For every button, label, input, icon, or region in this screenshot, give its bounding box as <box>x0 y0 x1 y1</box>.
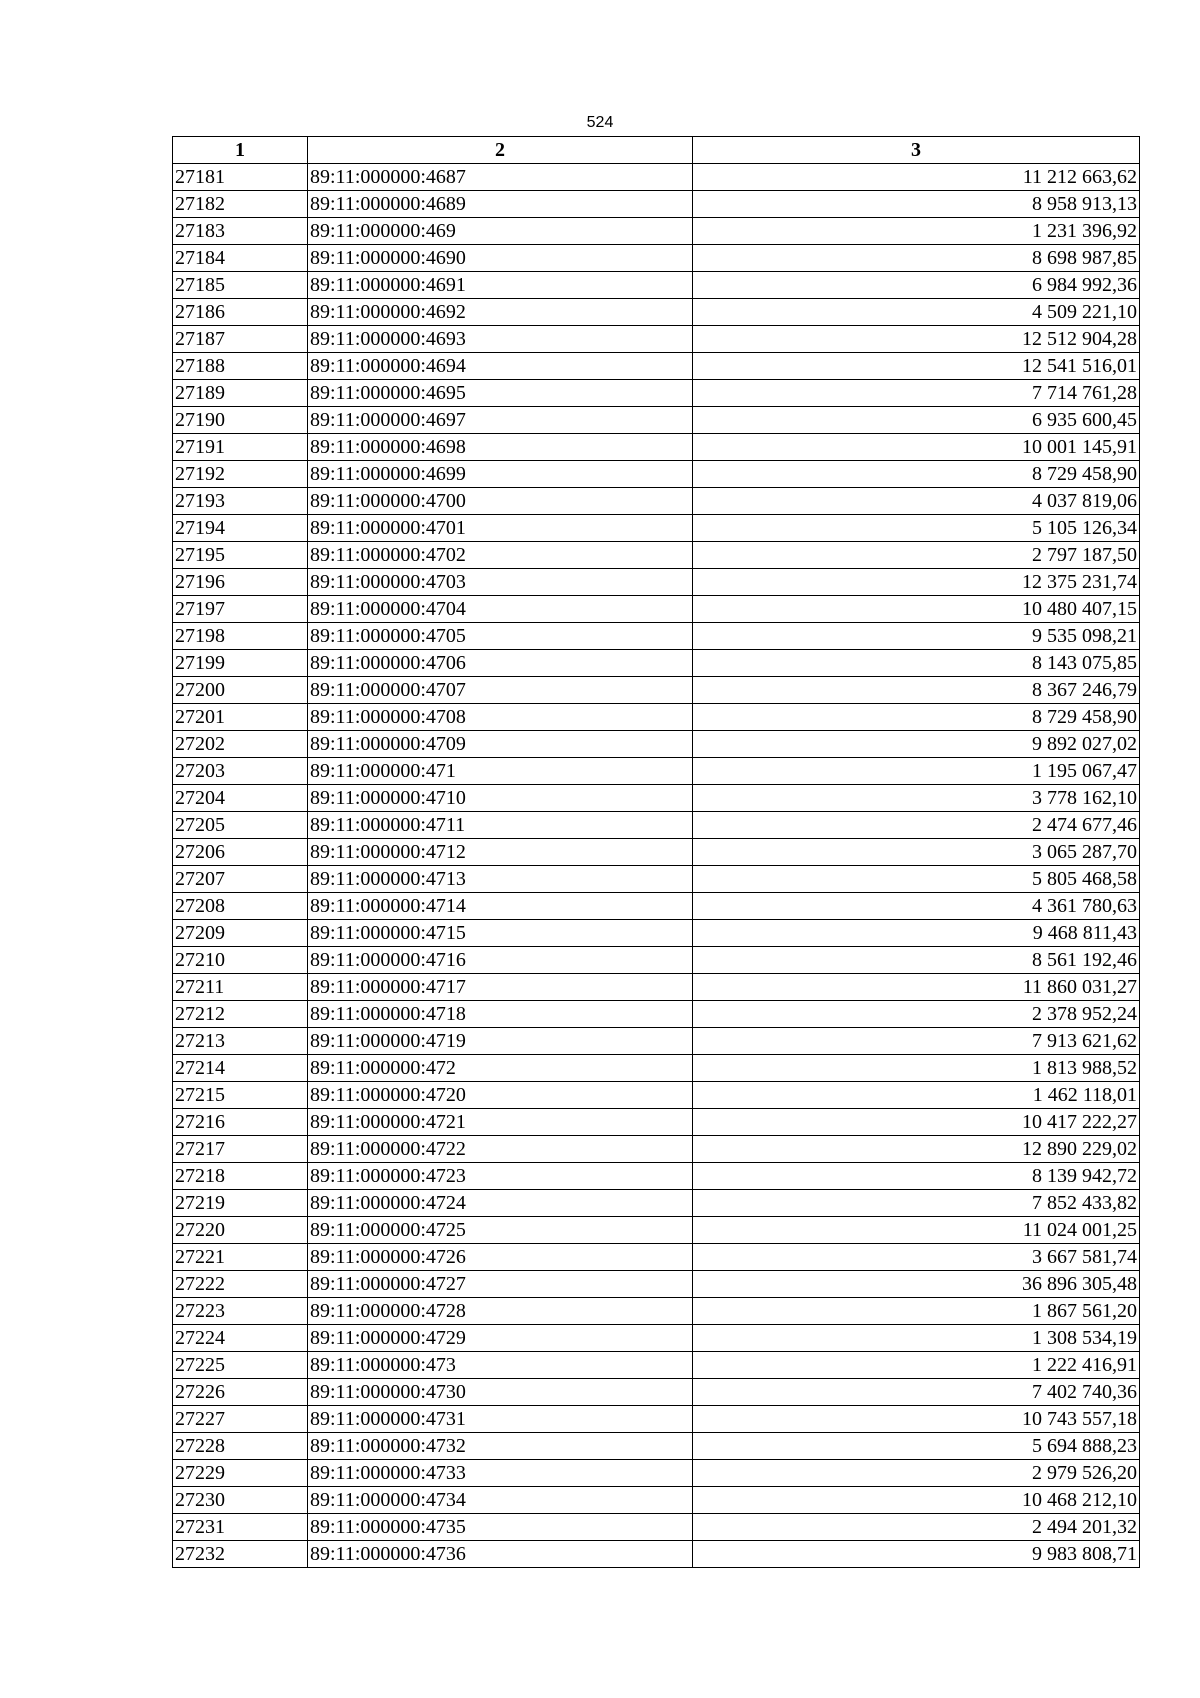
row-number-cell: 27197 <box>173 596 308 623</box>
row-number-cell: 27191 <box>173 434 308 461</box>
value-cell: 1 222 416,91 <box>693 1352 1140 1379</box>
row-number-cell: 27224 <box>173 1325 308 1352</box>
value-cell: 9 468 811,43 <box>693 920 1140 947</box>
cadastral-number-cell: 89:11:000000:4706 <box>308 650 693 677</box>
table-row <box>173 677 1140 704</box>
registry-table <box>172 136 1140 1568</box>
value-cell: 12 890 229,02 <box>693 1136 1140 1163</box>
cadastral-number-cell: 89:11:000000:4703 <box>308 569 693 596</box>
row-number-cell: 27210 <box>173 947 308 974</box>
table-row <box>173 893 1140 920</box>
value-cell: 2 474 677,46 <box>693 812 1140 839</box>
table-row <box>173 1541 1140 1568</box>
cadastral-number-cell: 89:11:000000:4711 <box>308 812 693 839</box>
value-cell: 10 001 145,91 <box>693 434 1140 461</box>
table-row <box>173 704 1140 731</box>
row-number-cell: 27187 <box>173 326 308 353</box>
table-row <box>173 947 1140 974</box>
cadastral-number-cell: 89:11:000000:4715 <box>308 920 693 947</box>
value-cell: 8 958 913,13 <box>693 191 1140 218</box>
page-number: 524 <box>586 114 614 131</box>
value-cell: 3 065 287,70 <box>693 839 1140 866</box>
table-body <box>173 164 1140 1568</box>
row-number-cell: 27201 <box>173 704 308 731</box>
value-cell: 7 714 761,28 <box>693 380 1140 407</box>
table-row <box>173 245 1140 272</box>
value-cell: 4 509 221,10 <box>693 299 1140 326</box>
cadastral-number-cell: 89:11:000000:473 <box>308 1352 693 1379</box>
table-row <box>173 407 1140 434</box>
value-cell: 2 979 526,20 <box>693 1460 1140 1487</box>
row-number-cell: 27192 <box>173 461 308 488</box>
value-cell: 5 694 888,23 <box>693 1433 1140 1460</box>
cadastral-number-cell: 89:11:000000:4692 <box>308 299 693 326</box>
row-number-cell: 27193 <box>173 488 308 515</box>
table-row <box>173 974 1140 1001</box>
row-number-cell: 27232 <box>173 1541 308 1568</box>
cadastral-number-cell: 89:11:000000:4732 <box>308 1433 693 1460</box>
row-number-cell: 27194 <box>173 515 308 542</box>
row-number-cell: 27220 <box>173 1217 308 1244</box>
row-number-cell: 27227 <box>173 1406 308 1433</box>
row-number-cell: 27214 <box>173 1055 308 1082</box>
cadastral-number-cell: 89:11:000000:4707 <box>308 677 693 704</box>
value-cell: 9 535 098,21 <box>693 623 1140 650</box>
cadastral-number-cell: 89:11:000000:4727 <box>308 1271 693 1298</box>
table-row <box>173 191 1140 218</box>
value-cell: 10 743 557,18 <box>693 1406 1140 1433</box>
table-row <box>173 1487 1140 1514</box>
cadastral-number-cell: 89:11:000000:4691 <box>308 272 693 299</box>
value-cell: 36 896 305,48 <box>693 1271 1140 1298</box>
cadastral-number-cell: 89:11:000000:4719 <box>308 1028 693 1055</box>
row-number-cell: 27213 <box>173 1028 308 1055</box>
table-row <box>173 1298 1140 1325</box>
table-row <box>173 1460 1140 1487</box>
value-cell: 1 308 534,19 <box>693 1325 1140 1352</box>
row-number-cell: 27204 <box>173 785 308 812</box>
table-row <box>173 731 1140 758</box>
value-cell: 8 367 246,79 <box>693 677 1140 704</box>
value-cell: 10 417 222,27 <box>693 1109 1140 1136</box>
value-cell: 1 231 396,92 <box>693 218 1140 245</box>
cadastral-number-cell: 89:11:000000:469 <box>308 218 693 245</box>
value-cell: 12 375 231,74 <box>693 569 1140 596</box>
row-number-cell: 27209 <box>173 920 308 947</box>
table-row <box>173 920 1140 947</box>
table-row <box>173 542 1140 569</box>
cadastral-number-cell: 89:11:000000:4693 <box>308 326 693 353</box>
value-cell: 1 462 118,01 <box>693 1082 1140 1109</box>
table-header-row <box>173 137 1140 164</box>
table-row <box>173 839 1140 866</box>
table-row <box>173 785 1140 812</box>
row-number-cell: 27212 <box>173 1001 308 1028</box>
value-cell: 2 797 187,50 <box>693 542 1140 569</box>
value-cell: 7 913 621,62 <box>693 1028 1140 1055</box>
cadastral-number-cell: 89:11:000000:4728 <box>308 1298 693 1325</box>
value-cell: 3 778 162,10 <box>693 785 1140 812</box>
table-row <box>173 1406 1140 1433</box>
value-cell: 4 361 780,63 <box>693 893 1140 920</box>
cadastral-number-cell: 89:11:000000:4698 <box>308 434 693 461</box>
table-row <box>173 1325 1140 1352</box>
value-cell: 12 512 904,28 <box>693 326 1140 353</box>
row-number-cell: 27184 <box>173 245 308 272</box>
table-row <box>173 1055 1140 1082</box>
table-row <box>173 1109 1140 1136</box>
table-row <box>173 1271 1140 1298</box>
cadastral-number-cell: 89:11:000000:472 <box>308 1055 693 1082</box>
value-cell: 8 698 987,85 <box>693 245 1140 272</box>
cadastral-number-cell: 89:11:000000:4726 <box>308 1244 693 1271</box>
cadastral-number-cell: 89:11:000000:4712 <box>308 839 693 866</box>
row-number-cell: 27196 <box>173 569 308 596</box>
row-number-cell: 27185 <box>173 272 308 299</box>
cadastral-number-cell: 89:11:000000:4722 <box>308 1136 693 1163</box>
table-row <box>173 434 1140 461</box>
row-number-cell: 27207 <box>173 866 308 893</box>
value-cell: 8 729 458,90 <box>693 461 1140 488</box>
cadastral-number-cell: 89:11:000000:4723 <box>308 1163 693 1190</box>
cadastral-number-cell: 89:11:000000:4720 <box>308 1082 693 1109</box>
cadastral-number-cell: 89:11:000000:4701 <box>308 515 693 542</box>
row-number-cell: 27217 <box>173 1136 308 1163</box>
table-row <box>173 866 1140 893</box>
cadastral-number-cell: 89:11:000000:4709 <box>308 731 693 758</box>
table-row <box>173 1190 1140 1217</box>
cadastral-number-cell: 89:11:000000:4694 <box>308 353 693 380</box>
cadastral-number-cell: 89:11:000000:4687 <box>308 164 693 191</box>
table-row <box>173 299 1140 326</box>
cadastral-number-cell: 89:11:000000:4708 <box>308 704 693 731</box>
row-number-cell: 27189 <box>173 380 308 407</box>
row-number-cell: 27186 <box>173 299 308 326</box>
value-cell: 11 024 001,25 <box>693 1217 1140 1244</box>
table-row <box>173 1082 1140 1109</box>
table-row <box>173 488 1140 515</box>
cadastral-number-cell: 89:11:000000:4713 <box>308 866 693 893</box>
value-cell: 8 561 192,46 <box>693 947 1140 974</box>
row-number-cell: 27223 <box>173 1298 308 1325</box>
table-row <box>173 461 1140 488</box>
value-cell: 5 105 126,34 <box>693 515 1140 542</box>
row-number-cell: 27206 <box>173 839 308 866</box>
cadastral-number-cell: 89:11:000000:4714 <box>308 893 693 920</box>
row-number-cell: 27229 <box>173 1460 308 1487</box>
table-row <box>173 380 1140 407</box>
value-cell: 10 468 212,10 <box>693 1487 1140 1514</box>
table-row <box>173 1379 1140 1406</box>
table-row <box>173 164 1140 191</box>
row-number-cell: 27226 <box>173 1379 308 1406</box>
cadastral-number-cell: 89:11:000000:4730 <box>308 1379 693 1406</box>
row-number-cell: 27181 <box>173 164 308 191</box>
value-cell: 6 935 600,45 <box>693 407 1140 434</box>
table-row <box>173 1244 1140 1271</box>
column-header-1: 1 <box>173 137 308 164</box>
table-row <box>173 569 1140 596</box>
value-cell: 9 892 027,02 <box>693 731 1140 758</box>
cadastral-number-cell: 89:11:000000:4735 <box>308 1514 693 1541</box>
table-row <box>173 1514 1140 1541</box>
row-number-cell: 27225 <box>173 1352 308 1379</box>
value-cell: 11 212 663,62 <box>693 164 1140 191</box>
row-number-cell: 27199 <box>173 650 308 677</box>
table-row <box>173 1352 1140 1379</box>
cadastral-number-cell: 89:11:000000:4689 <box>308 191 693 218</box>
cadastral-number-cell: 89:11:000000:471 <box>308 758 693 785</box>
row-number-cell: 27211 <box>173 974 308 1001</box>
row-number-cell: 27198 <box>173 623 308 650</box>
value-cell: 3 667 581,74 <box>693 1244 1140 1271</box>
cadastral-number-cell: 89:11:000000:4716 <box>308 947 693 974</box>
table-row <box>173 218 1140 245</box>
table-row <box>173 1028 1140 1055</box>
table-row <box>173 515 1140 542</box>
row-number-cell: 27182 <box>173 191 308 218</box>
value-cell: 1 195 067,47 <box>693 758 1140 785</box>
row-number-cell: 27200 <box>173 677 308 704</box>
cadastral-number-cell: 89:11:000000:4690 <box>308 245 693 272</box>
cadastral-number-cell: 89:11:000000:4718 <box>308 1001 693 1028</box>
row-number-cell: 27205 <box>173 812 308 839</box>
value-cell: 8 139 942,72 <box>693 1163 1140 1190</box>
column-header-3: 3 <box>693 137 1140 164</box>
cadastral-number-cell: 89:11:000000:4733 <box>308 1460 693 1487</box>
value-cell: 2 378 952,24 <box>693 1001 1140 1028</box>
cadastral-number-cell: 89:11:000000:4697 <box>308 407 693 434</box>
row-number-cell: 27216 <box>173 1109 308 1136</box>
row-number-cell: 27215 <box>173 1082 308 1109</box>
value-cell: 7 852 433,82 <box>693 1190 1140 1217</box>
row-number-cell: 27208 <box>173 893 308 920</box>
row-number-cell: 27222 <box>173 1271 308 1298</box>
cadastral-number-cell: 89:11:000000:4724 <box>308 1190 693 1217</box>
value-cell: 6 984 992,36 <box>693 272 1140 299</box>
row-number-cell: 27218 <box>173 1163 308 1190</box>
value-cell: 1 867 561,20 <box>693 1298 1140 1325</box>
cadastral-number-cell: 89:11:000000:4725 <box>308 1217 693 1244</box>
table-row <box>173 650 1140 677</box>
row-number-cell: 27190 <box>173 407 308 434</box>
table-row <box>173 596 1140 623</box>
row-number-cell: 27202 <box>173 731 308 758</box>
cadastral-number-cell: 89:11:000000:4695 <box>308 380 693 407</box>
column-header-2: 2 <box>308 137 693 164</box>
value-cell: 11 860 031,27 <box>693 974 1140 1001</box>
value-cell: 10 480 407,15 <box>693 596 1140 623</box>
cadastral-number-cell: 89:11:000000:4710 <box>308 785 693 812</box>
table-row <box>173 1136 1140 1163</box>
cadastral-number-cell: 89:11:000000:4704 <box>308 596 693 623</box>
cadastral-number-cell: 89:11:000000:4736 <box>308 1541 693 1568</box>
value-cell: 7 402 740,36 <box>693 1379 1140 1406</box>
cadastral-number-cell: 89:11:000000:4699 <box>308 461 693 488</box>
row-number-cell: 27228 <box>173 1433 308 1460</box>
value-cell: 12 541 516,01 <box>693 353 1140 380</box>
cadastral-number-cell: 89:11:000000:4731 <box>308 1406 693 1433</box>
value-cell: 1 813 988,52 <box>693 1055 1140 1082</box>
table-row <box>173 758 1140 785</box>
value-cell: 9 983 808,71 <box>693 1541 1140 1568</box>
value-cell: 2 494 201,32 <box>693 1514 1140 1541</box>
value-cell: 5 805 468,58 <box>693 866 1140 893</box>
row-number-cell: 27195 <box>173 542 308 569</box>
table-row <box>173 1217 1140 1244</box>
cadastral-number-cell: 89:11:000000:4705 <box>308 623 693 650</box>
cadastral-number-cell: 89:11:000000:4729 <box>308 1325 693 1352</box>
row-number-cell: 27203 <box>173 758 308 785</box>
table-row <box>173 326 1140 353</box>
table-row <box>173 1163 1140 1190</box>
row-number-cell: 27183 <box>173 218 308 245</box>
value-cell: 8 143 075,85 <box>693 650 1140 677</box>
cadastral-number-cell: 89:11:000000:4721 <box>308 1109 693 1136</box>
table-row <box>173 272 1140 299</box>
cadastral-number-cell: 89:11:000000:4734 <box>308 1487 693 1514</box>
row-number-cell: 27231 <box>173 1514 308 1541</box>
row-number-cell: 27230 <box>173 1487 308 1514</box>
value-cell: 8 729 458,90 <box>693 704 1140 731</box>
row-number-cell: 27219 <box>173 1190 308 1217</box>
row-number-cell: 27188 <box>173 353 308 380</box>
cadastral-number-cell: 89:11:000000:4700 <box>308 488 693 515</box>
table-row <box>173 1433 1140 1460</box>
cadastral-number-cell: 89:11:000000:4702 <box>308 542 693 569</box>
cadastral-number-cell: 89:11:000000:4717 <box>308 974 693 1001</box>
table-row <box>173 623 1140 650</box>
row-number-cell: 27221 <box>173 1244 308 1271</box>
value-cell: 4 037 819,06 <box>693 488 1140 515</box>
table-row <box>173 353 1140 380</box>
table-row <box>173 812 1140 839</box>
table-row <box>173 1001 1140 1028</box>
